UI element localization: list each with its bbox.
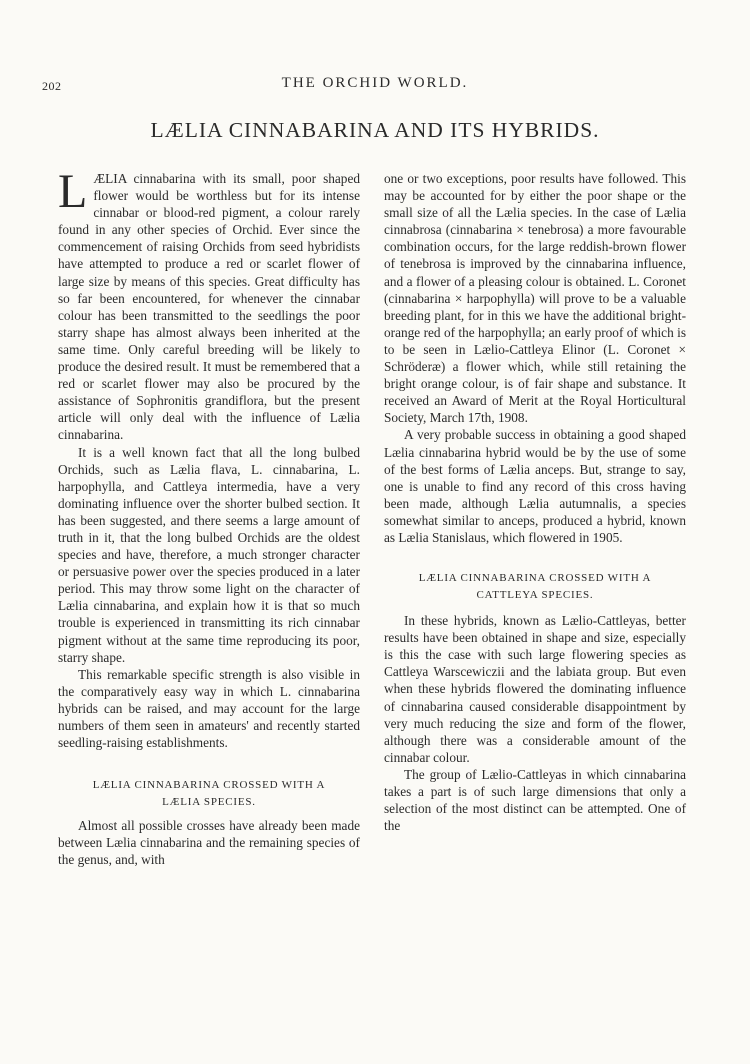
section-heading-cattleya-line2: CATTLEYA SPECIES. <box>476 589 594 602</box>
section-heading-cattleya: LÆLIA CINNABARINA CROSSED WITH A <box>418 572 652 585</box>
article-title: LÆLIA CINNABARINA AND ITS HYBRIDS. <box>150 118 600 142</box>
opening-paragraph-text: ÆLIA cinnabarina with its small, poor shaped flower would be worthless but for its intense cinnabar or blood-red pigment, a colour rarely found in any other species of Orchid. Ever since the commencement of raising Orchids from seed hybridists have attempted to produce a red or scarlet flower of large size by means of this species. Great difficulty has so far been encountered, for whenever the cinnabar colour has been transmitted to the seedlings the poor starry shape has almost always been inherited at the same time. Only careful breeding will be likely to produce the desired result. It must be remembered that a red or scarlet flower may also be procured by the assistance of Sophronitis grandiflora, but the present article will only deal with the influence of Lælia cinnabarina. <box>58 171 360 443</box>
section-heading-laelia: LÆLIA CINNABARINA CROSSED WITH A <box>92 779 326 792</box>
left-column <box>58 165 360 868</box>
paragraph-laelia-crosses: Almost all possible crosses have already been made between Lælia cinnabarina and the remaining species of the genus, and, with <box>58 818 360 868</box>
paragraph-group: The group of Lælio-Cattleyas in which cinnabarina takes a part is of such large dimensions that only a selection of the most distinct can be attempted. One of the <box>384 766 686 834</box>
drop-cap: L <box>58 165 88 218</box>
right-column <box>384 170 686 834</box>
paragraph-specific-strength: This remarkable specific strength is also visible in the comparatively easy way in which L. cinnabarina hybrids can be raised, and may account for the large numbers of them seen in amateurs' and recently started seedling-raising establishments. <box>58 666 360 751</box>
paragraph-continued: one or two exceptions, poor results have followed. This may be accounted for by either the poor shape or the small size of all the Lælia species. In the case of Lælia cinnabrosa (cinnabarina × tenebrosa) a more favourable combination occurs, for the large reddish-brown flower of tenebrosa is improved by the cinnabarina influence, and a flower of a pleasing colour is obtained. L. Coronet (cinnabarina × harpophylla) will prove to be a valuable breeding plant, for in this we have the additional bright-orange red of the harpophylla; an early proof of which is to be seen in Lælio-Cattleya Elinor (L. Coronet × Schröderæ) a flower which, while still retaining the bright orange colour, is of fair shape and substance. It received an Award of Merit at the Royal Horticultural Society, March 17th, 1908. <box>384 171 686 426</box>
running-head <box>0 75 750 95</box>
opening-paragraph <box>58 165 360 444</box>
paragraph-laelio-cattleyas: In these hybrids, known as Lælio-Cattleyas, better results have been obtained in shape and size, especially is this the case with such large flowering species as Cattleya Warscewiczii and the labiata group. But even when these hybrids flowered the dominating influence of cinnabarina caused considerable disappointment by very much reducing the size and form of the flower, although there was a considerable amount of the cinnabar colour. <box>384 613 686 765</box>
page-number: 202 <box>42 79 62 93</box>
paragraph-anceps: A very probable success in obtaining a good shaped Lælia cinnabarina hybrid would be by the use of some of the best forms of Lælia anceps. But, strange to say, one is unable to find any record of this cross having been made, although Lælia autumnalis, a species somewhat similar to anceps, produced a hybrid, known as Lælia Stanislaus, which flowered in 1905. <box>384 427 686 545</box>
paragraph-long-bulbed: It is a well known fact that all the long bulbed Orchids, such as Lælia flava, L. cinnabarina, L. harpophylla, and Cattleya intermedia, have a very dominating influence over the shorter bulbed section. It has been suggested, and there seems a large amount of truth in it, that the long bulbed Orchids are the oldest species and have, therefore, a much stronger character or persuasive power over the species produced in a later period. This may throw some light on the character of Lælia cinnabarina, and explain how it is that so much trouble is experienced in transmitting its rich cinnabar pigment without at the same time reproducing its poor, starry shape. <box>58 444 360 665</box>
section-heading-laelia-line2: LÆLIA SPECIES. <box>162 796 256 809</box>
journal-title: THE ORCHID WORLD. <box>281 75 469 91</box>
